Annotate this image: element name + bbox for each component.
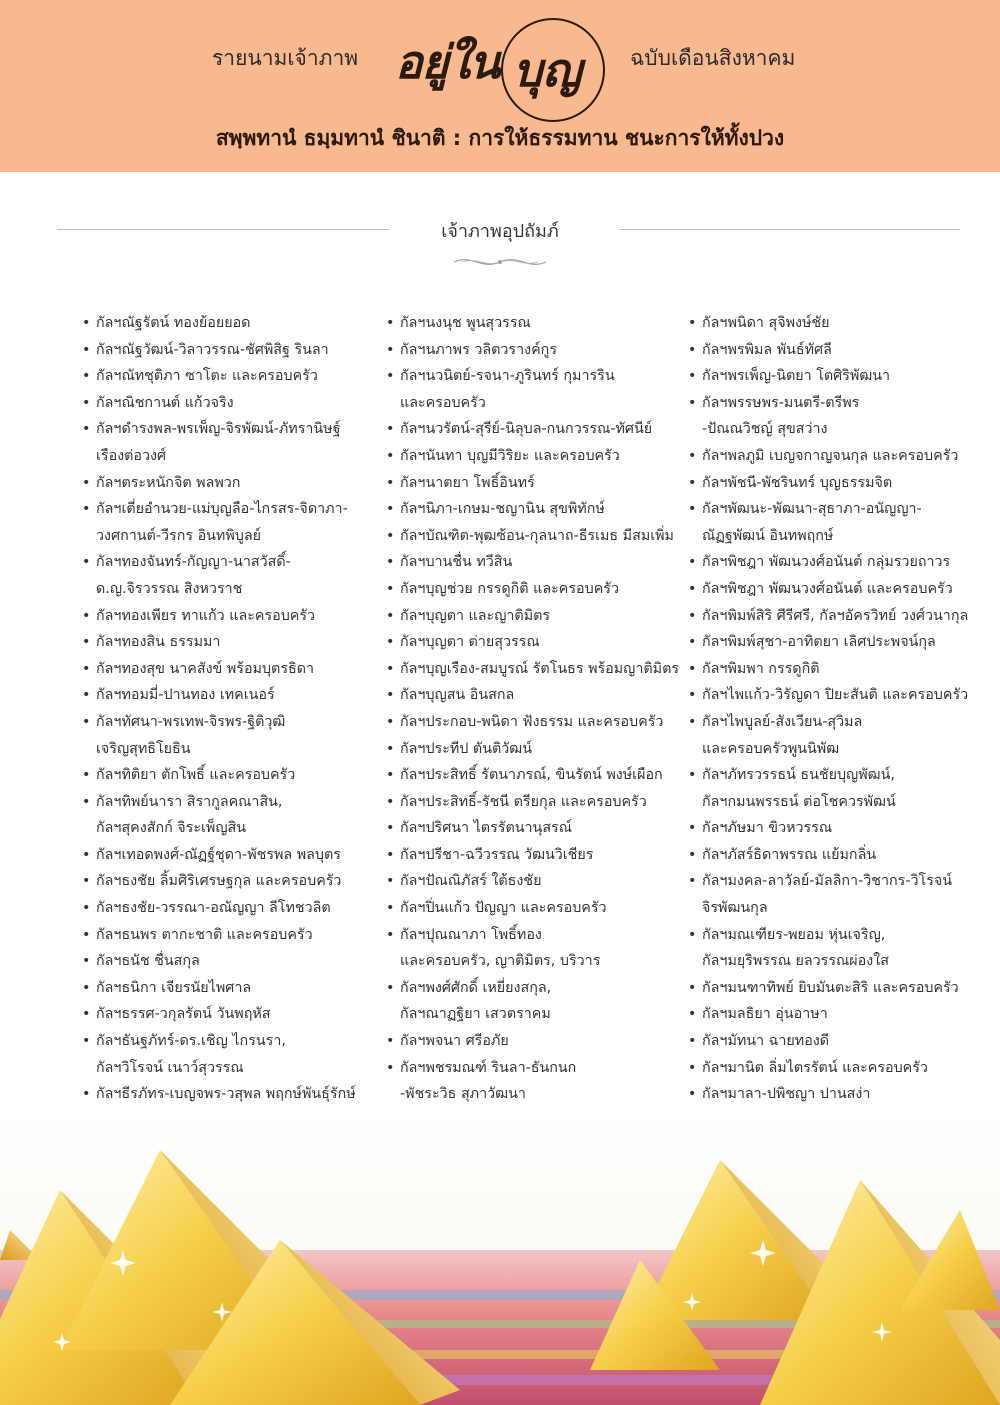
sponsor-entry [82,496,382,549]
sponsor-name-line: • กัลฯพัฒนะ-พัฒนา-สุธาภา-อนัญญา- [702,501,922,518]
sponsor-entry [688,629,988,656]
sponsor-name-line: • กัลฯบุญตา และญาติมิตร [400,607,551,624]
sponsor-entry [688,310,988,337]
sponsor-name-line: • กัลฯมัทนา ฉายทองดี [702,1033,830,1050]
sponsor-name-line: • กัลฯธนัช ชื่นสกุล [96,953,200,970]
sponsor-name-line: • กัลฯประกอบ-พนิดา ฟังธรรม และครอบครัว [400,713,664,730]
sponsor-entry [386,576,686,603]
sponsor-entry [386,682,686,709]
sponsor-name-line: • กัลฯทองเพียร ทาแก้ว และครอบครัว [96,607,316,624]
sponsor-name-line: • กัลฯนงนุช พูนสุวรรณ [400,315,531,331]
sponsor-name-line: • กัลฯมลธิยา อุ่นอาษา [702,1006,828,1023]
sponsor-name-line: • กัลฯประสิทธิ์ รัตนาภรณ์, ขินรัตน์ พงษ์เผือก [400,767,663,784]
section-heading [0,214,1000,274]
sponsor-entry [386,868,686,895]
sponsor-name-line: -ปัณณวิชญ์ สุขสว่าง [702,421,828,438]
logo-word-1: อยู่ใน [395,35,500,89]
sponsor-entry [82,868,382,895]
sponsor-entry [688,1028,988,1055]
sponsor-entry [82,1001,382,1028]
sponsor-name-line: • กัลฯธนพร ตากะชาติ และครอบครัว [96,926,313,943]
sponsor-name-line: • กัลฯบุญเรือง-สมบูรณ์ รัตโนธร พร้อมญาติมิตร [400,660,680,677]
sponsor-entry [386,523,686,550]
sponsor-name-line: • กัลฯพชรมณฑ์ รินลา-ธันกนก [400,1059,577,1076]
sponsor-name-line: • กัลฯมานิต ลิ่มไตรรัตน์ และครอบครัว [702,1059,928,1076]
sponsor-name-line: • กัลฯพัชนี-พัชรินทร์ บุญธรรมจิต [702,474,893,491]
sponsor-entry [386,975,686,1028]
sponsor-name-line: • กัลฯธีรภัทร-เบญจพร-วสุพล พฤกษ์พันธุ์รักษ์ [96,1086,356,1103]
sponsor-name-line: • กัลฯทองสุข นาคสังข์ พร้อมบุตรธิดา [96,660,315,677]
sponsor-entry [386,310,686,337]
sponsor-entry [688,709,988,762]
sponsor-entry [82,363,382,390]
sponsor-entry [82,842,382,869]
header-left-text: รายนามเจ้าภาพ [212,46,359,70]
sponsor-entry [688,470,988,497]
sponsor-entry [386,815,686,842]
divider-right [620,229,960,230]
sponsor-name-line: • กัลฯธงชัย-วรรณา-อณัญญา ลีโทชวลิต [96,900,331,917]
sponsor-name-line: • กัลฯพงศ์ศักดิ์ เหยี่ยงสกุล, [400,979,552,996]
sponsor-name-line: • กัลฯธนิกา เจียรนัยไพศาล [96,979,252,996]
sponsor-entry [688,842,988,869]
sponsor-name-line: • กัลฯประสิทธิ์-รัชนี ตรียกุล และครอบครัว [400,793,647,810]
sponsor-entry [386,416,686,443]
sponsor-name-line: • กัลฯพรเพ็ญ-นิตยา โตศิริพัฒนา [702,368,891,385]
sponsor-name-line: • กัลฯธรรศ-วกุลรัตน์ วันพฤหัส [96,1006,271,1023]
sponsor-name-line: • กัลฯบุญสน อินสกล [400,687,515,704]
sponsor-entry [688,922,988,975]
sponsor-entry [82,629,382,656]
sponsor-entry [688,549,988,576]
header-issue-text: ฉบับเดือนสิงหาคม [630,46,796,70]
sponsor-entry [386,337,686,364]
sponsor-list-column-3 [688,310,988,1108]
pyramid-illustration [0,1110,1000,1405]
section-title: เจ้าภาพอุปถัมภ์ [441,221,559,242]
sponsor-name-line: • กัลฯไพแก้ว-วิรัญดา ปิยะสันติ และครอบครัว [702,687,969,704]
sponsor-entry [82,603,382,630]
sponsor-name-line: • กัลฯนวนิตย์-รจนา-ภูรินทร์ กุมารริน [400,368,615,385]
sponsor-name-line: • กัลฯปุณณาภา โพธิ์ทอง [400,926,542,943]
sponsor-name-line: • กัลฯนวรัตน์-สุรีย์-นิลุบล-กนกวรรณ-ทัศนีย์ [400,421,653,438]
sponsor-entry [82,337,382,364]
sponsor-entry [386,363,686,416]
sponsor-name-line: เจริญสุทธิโยธิน [96,740,191,757]
sponsor-name-line: • กัลฯตระหนักจิต พลพวก [96,474,241,491]
sponsor-name-line: • กัลฯพิมพ์สิริ ศีรีศรี, กัลฯอัครวิทย์ วงศ์วนากุล [702,607,969,624]
sponsor-name-line: • กัลฯดำรงพล-พรเพ็ญ-จิรพัฒน์-ภัทรานิษฐ์ [96,421,341,438]
sponsor-entry [688,443,988,470]
sponsor-entry [386,736,686,763]
logo-word-2: บุญ [513,43,582,97]
sponsor-name-line: • กัลฯธงชัย ลิ้มศิริเศรษฐกุล และครอบครัว [96,873,342,890]
sponsor-name-line: • กัลฯภัสร์ธิดาพรรณ แย้มกลิ่น [702,846,877,863]
sponsor-name-line: • กัลฯทิติยา ตักโพธิ์ และครอบครัว [96,767,296,784]
sponsor-entry [688,975,988,1002]
sponsor-entry [82,470,382,497]
sponsor-name-line: • กัลฯพจนา ศรีอภัย [400,1033,509,1050]
sponsor-entry [82,682,382,709]
header-subtitle: สพฺพทานํ ธมฺมทานํ ชินาติ : การให้ธรรมทาน ชนะการให้ทั้งปวง [215,126,785,150]
sponsor-name-line: กัลฯณาฏฐิยา เสวตราคม [400,1006,551,1023]
sponsor-list-column-1 [82,310,382,1108]
sponsor-name-line: • กัลฯนันทา บุญมีวิริยะ และครอบครัว [400,447,620,464]
sponsor-entry [82,416,382,469]
sponsor-name-line: • กัลฯณัทชุติภา ซาโตะ และครอบครัว [96,368,318,385]
sponsor-name-line: • กัลฯพิมพ์สุชา-อาทิตยา เลิศประพจน์กุล [702,634,936,651]
sponsor-entry [82,709,382,762]
sponsor-name-line: • กัลฯทอมมี่-ปานทอง เทคเนอร์ [96,687,275,704]
sponsor-name-line: • กัลฯภัษมา ขิวหวรรณ [702,820,833,837]
sponsor-entry [688,682,988,709]
sponsor-name-line: จิรพัฒนกุล [702,900,768,917]
sponsor-name-line: -พัชระวิธ สุภาวัฒนา [400,1086,526,1103]
sponsor-entry [82,975,382,1002]
sponsor-name-line: • กัลฯเตี่ยอำนวย-แม่บุญลือ-ไกรสร-จิดาภา- [96,501,348,518]
sponsor-name-line: • กัลฯพรพิมล พันธ์ทัศลี [702,341,832,358]
sponsor-entry [386,603,686,630]
sponsor-name-line: • กัลฯธันฐภัทร์-ดร.เชิญ ไกรนรา, [96,1033,286,1050]
sponsor-entry [688,1081,988,1108]
sponsor-entry [82,762,382,789]
sponsor-entry [82,1081,382,1108]
sponsor-entry [386,496,686,523]
sponsor-entry [688,656,988,683]
sponsor-entry [82,948,382,975]
sponsor-entry [386,762,686,789]
sponsor-entry [688,868,988,921]
sponsor-entry [386,443,686,470]
sponsor-name-line: • กัลฯณัฐรัตน์ ทองย้อยยอด [96,315,251,331]
sponsor-entry [688,363,988,390]
sponsor-name-line: • กัลฯปรีชา-ฉวีวรรณ วัฒนวิเชียร [400,846,594,863]
sponsor-name-line: • กัลฯณิชกานต์ แก้วจริง [96,394,234,411]
sponsor-entry [688,390,988,443]
sponsor-name-line: • กัลฯเทอดพงศ์-ณัฏฐ์ชุดา-พัชรพล พลบุตร [96,846,341,863]
sponsor-entry [688,603,988,630]
sponsor-entry [386,789,686,816]
sponsor-entry [688,762,988,815]
sponsor-name-line: • กัลฯทิพย์นารา สิรากูลคณาสิน, [96,793,283,810]
sponsor-name-line: • กัลฯมงคล-ลาวัลย์-มัลลิกา-วิชากร-วิโรจน์ [702,873,953,890]
sponsor-entry [688,1055,988,1082]
sponsor-entry [82,390,382,417]
sponsor-name-line: • กัลฯบานชื่น ทวีสิน [400,554,513,571]
sponsor-name-line: • กัลฯพิชฎา พัฒนวงศ์อนันต์ กลุ่มรวยถาวร [702,554,951,571]
sponsor-name-line: วงศกานต์-วีรกร อินทพิบูลย์ [96,527,261,544]
sponsor-name-line: ด.ญ.จิรวรรณ สิงหวราช [96,580,243,597]
sponsor-name-line: • กัลฯประทีป ตันติวัฒน์ [400,740,532,757]
sponsor-name-line: • กัลฯณัฐวัฒน์-วิลาวรรณ-ชัศพิสิฐ รินลา [96,341,329,358]
sponsor-name-line: • กัลฯมนฑาทิพย์ ยิบมันตะสิริ และครอบครัว [702,979,959,996]
sponsor-name-line: • กัลฯพิมพา กรรดูกิติ [702,660,820,677]
sponsor-name-line: • กัลฯมาลา-ปพิชญา ปานสง่า [702,1086,871,1103]
sponsor-name-line: และครอบครัว [400,394,486,411]
sponsor-name-line: เรืองต่อวงศ์ [96,447,167,464]
sponsor-entry [688,576,988,603]
sponsor-entry [386,470,686,497]
sponsor-entry [688,815,988,842]
sponsor-entry [688,496,988,549]
sponsor-name-line: • กัลฯปัณณิภัสร์ ใต้ธงชัย [400,873,542,890]
sponsor-entry [82,895,382,922]
sponsor-name-line: และครอบครัวพูนนิพัฒ [702,740,840,757]
flourish-ornament-icon [452,254,548,270]
sponsor-entry [386,629,686,656]
sponsor-entry [82,922,382,949]
sponsor-name-line: • กัลฯมณเฑียร-พยอม หุ่นเจริญ, [702,926,886,943]
sponsor-name-line: กัลฯสุคงสักก์ จิระเพ็ญสิน [96,820,247,837]
sponsor-name-line: • กัลฯนิภา-เกษม-ชญานิน สุขพิทักษ์ [400,501,605,518]
sponsor-name-line: • กัลฯบัณฑิต-พุฒซ้อน-กุลนาถ-ธีรเมธ มีสมเพิ่ม [400,527,674,544]
sponsor-name-line: • กัลฯภัทรวรรธน์ ธนชัยบุญพัฒน์, [702,767,895,784]
sponsor-name-line: • กัลฯไพบูลย์-สังเวียน-สุวิมล [702,713,863,730]
sponsor-list-column-2 [386,310,686,1108]
sponsor-entry [688,1001,988,1028]
sponsor-name-line: • กัลฯบุญช่วย กรรดูกิติ และครอบครัว [400,580,619,597]
sponsor-name-line: • กัลฯพิชฎา พัฒนวงศ์อนันต์ และครอบครัว [702,580,953,597]
sponsor-entry [82,1028,382,1081]
header-banner [0,0,1000,172]
sponsor-name-line: • กัลฯทองจันทร์-กัญญา-นาสวัสดิ์- [96,554,291,571]
sponsor-name-line: และครอบครัว, ญาติมิตร, บริวาร [400,953,601,970]
sponsor-entry [386,1028,686,1055]
sponsor-name-line: • กัลฯทองสิน ธรรมมา [96,634,221,651]
sponsor-entry [82,789,382,842]
sponsor-name-line: กัลฯกมนพรรธน์ ต่อโชควรพัฒน์ [702,793,896,810]
sponsor-name-line: • กัลฯพลภูมิ เบญจกาญจนกุล และครอบครัว [702,447,959,464]
magazine-logo [395,12,625,112]
sponsor-entry [386,656,686,683]
sponsor-entry [386,922,686,975]
sponsor-entry [386,549,686,576]
sponsor-name-line: • กัลฯปริศนา ไตรรัตนานุสรณ์ [400,820,572,837]
sponsor-name-line: • กัลฯนาตยา โพธิ์อินทร์ [400,474,535,491]
sponsor-entry [386,895,686,922]
sponsor-name-line: กัลฯมยุริพรรณ ยลวรรณผ่องใส [702,953,889,970]
sponsor-entry [82,549,382,602]
sponsor-name-line: • กัลฯพนิดา สุจิพงษ์ชัย [702,315,830,331]
sponsor-name-line: กัลฯวิโรจน์ เนาว์สุวรรณ [96,1059,244,1076]
sponsor-name-line: • กัลฯทัศนา-พรเทพ-จิรพร-ฐิติวุฒิ [96,713,286,730]
sponsor-entry [386,1055,686,1108]
sponsor-name-line: • กัลฯพรรษพร-มนตรี-ตรีพร [702,394,860,411]
sponsor-name-line: • กัลฯนภาพร วลิตวรางค์กูร [400,341,558,358]
sponsor-entry [688,337,988,364]
sponsor-entry [386,709,686,736]
sponsor-entry [82,310,382,337]
sponsor-name-line: • กัลฯบุญตา ต่ายสุวรรณ [400,634,540,651]
sponsor-entry [82,656,382,683]
sponsor-name-line: • กัลฯปิ่นแก้ว ปัญญา และครอบครัว [400,900,607,917]
sponsor-name-line: ณัฏฐพัฒน์ อินทพฤกษ์ [702,527,834,544]
sponsor-entry [386,842,686,869]
